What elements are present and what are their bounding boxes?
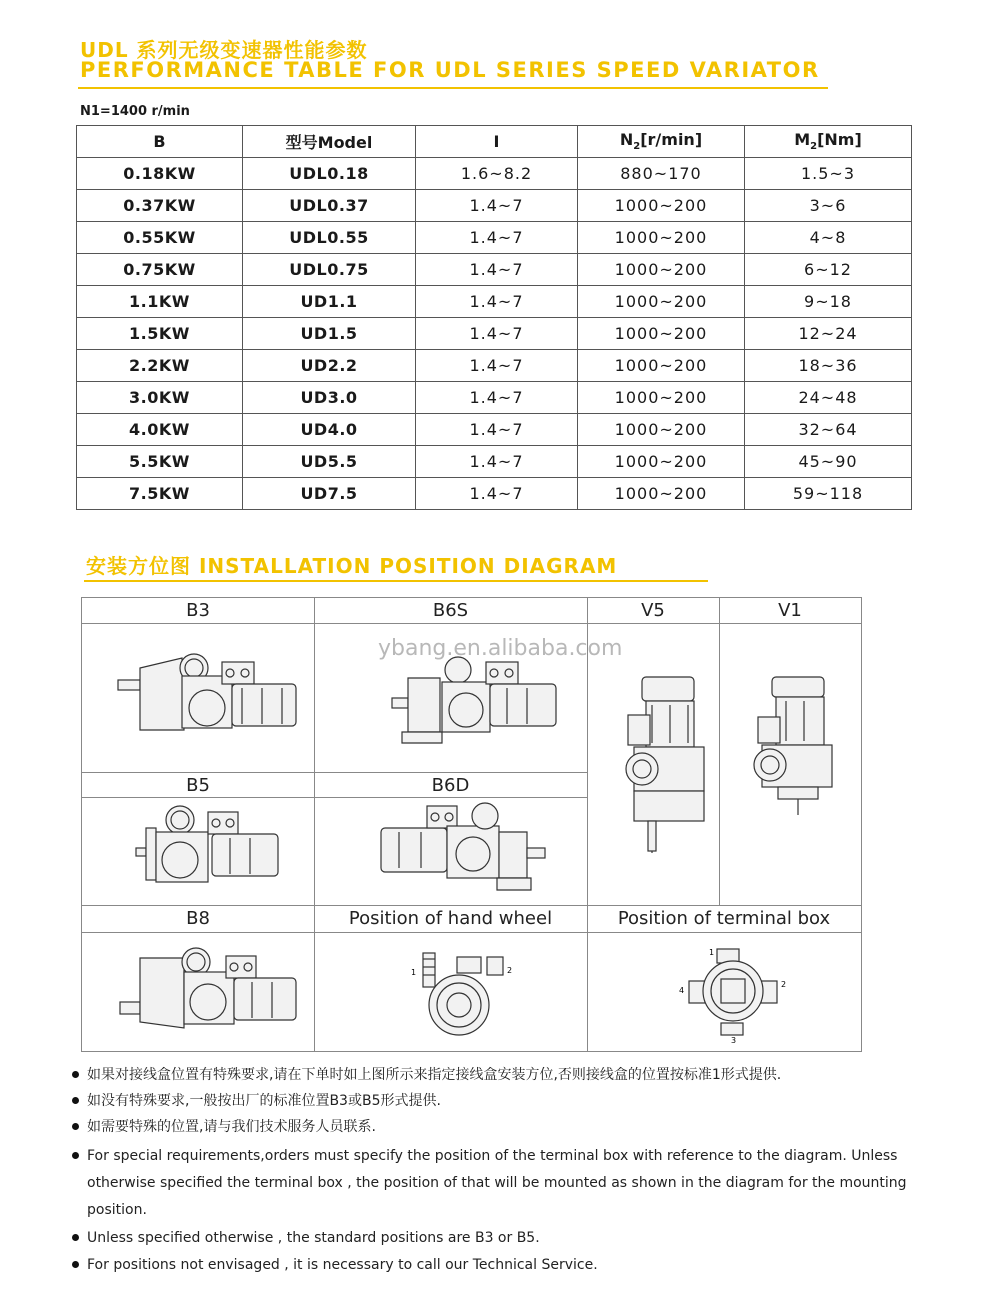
speed-cell: 1000~200 xyxy=(578,414,745,446)
terminal-num-1: 1 xyxy=(709,948,715,957)
table-row xyxy=(77,190,912,222)
label-b6s: B6S xyxy=(432,600,469,621)
model-cell: UD1.5 xyxy=(243,318,416,350)
speed-cell: 1000~200 xyxy=(578,254,745,286)
terminal-num-4: 4 xyxy=(679,986,685,995)
table-row xyxy=(77,318,912,350)
ratio-cell: 1.4~7 xyxy=(416,286,578,318)
model-cell: UD3.0 xyxy=(243,382,416,414)
table-row xyxy=(77,222,912,254)
model-cell: UD7.5 xyxy=(243,478,416,510)
label-b8: B8 xyxy=(186,908,210,929)
table-row xyxy=(77,350,912,382)
ratio-cell: 1.4~7 xyxy=(416,190,578,222)
torque-cell: 24~48 xyxy=(745,382,912,414)
speed-cell: 1000~200 xyxy=(578,190,745,222)
speed-cell: 1000~200 xyxy=(578,286,745,318)
label-b3: B3 xyxy=(186,600,210,621)
speed-cell: 1000~200 xyxy=(578,382,745,414)
hand-wheel-num-2: 2 xyxy=(507,966,513,975)
b6s-motor-drawing xyxy=(372,648,572,748)
bullet-icon xyxy=(72,1234,79,1241)
model-cell: UDL0.55 xyxy=(243,222,416,254)
speed-cell: 1000~200 xyxy=(578,222,745,254)
label-b5: B5 xyxy=(186,775,210,796)
label-hand-wheel: Position of hand wheel xyxy=(348,908,553,929)
hand-wheel-position-drawing xyxy=(407,943,517,1043)
power-cell: 1.1KW xyxy=(77,286,243,318)
bullet-icon xyxy=(72,1097,79,1104)
table-row xyxy=(77,158,912,190)
table-row xyxy=(77,382,912,414)
torque-cell: 9~18 xyxy=(745,286,912,318)
table-row xyxy=(77,286,912,318)
table-row xyxy=(77,254,912,286)
ratio-cell: 1.4~7 xyxy=(416,350,578,382)
power-cell: 2.2KW xyxy=(77,350,243,382)
ratio-cell: 1.4~7 xyxy=(416,254,578,286)
header-output-speed: $N_2[r/\min]$ xyxy=(578,126,745,158)
b3-motor-drawing xyxy=(112,638,302,748)
bullet-icon xyxy=(72,1152,79,1159)
v1-motor-drawing xyxy=(742,673,852,823)
ratio-cell: 1.4~7 xyxy=(416,478,578,510)
input-speed-label: N1=1400 r/min xyxy=(80,104,190,119)
power-cell: 3.0KW xyxy=(77,382,243,414)
power-cell: 0.75KW xyxy=(77,254,243,286)
bullet-icon xyxy=(72,1071,79,1078)
header-model: 型号Model xyxy=(243,126,416,158)
bullet-icon xyxy=(72,1261,79,1268)
power-cell: 0.55KW xyxy=(77,222,243,254)
note-en-3: For positions not envisaged , it is necessary to call our Technical Service. xyxy=(72,1252,922,1279)
ratio-cell: 1.4~7 xyxy=(416,446,578,478)
bullet-icon xyxy=(72,1123,79,1130)
torque-cell: 12~24 xyxy=(745,318,912,350)
torque-cell: 1.5~3 xyxy=(745,158,912,190)
ratio-cell: 1.4~7 xyxy=(416,222,578,254)
b5-motor-drawing xyxy=(132,798,312,898)
header-power: B xyxy=(77,126,243,158)
ratio-cell: 1.4~7 xyxy=(416,318,578,350)
power-cell: 4.0KW xyxy=(77,414,243,446)
label-v1: V1 xyxy=(778,600,802,621)
note-cn-1: 如果对接线盒位置有特殊要求,请在下单时如上图所示来指定接线盒安装方位,否则接线盒的位置按标准1形式提供. xyxy=(72,1062,922,1089)
model-cell: UDL0.75 xyxy=(243,254,416,286)
speed-cell: 880~170 xyxy=(578,158,745,190)
header-output-torque: $M_2[Nm]$ xyxy=(745,126,912,158)
power-cell: 0.18KW xyxy=(77,158,243,190)
speed-cell: 1000~200 xyxy=(578,478,745,510)
model-cell: UD5.5 xyxy=(243,446,416,478)
torque-cell: 4~8 xyxy=(745,222,912,254)
power-cell: 0.37KW xyxy=(77,190,243,222)
hand-wheel-num-1: 1 xyxy=(411,968,417,977)
ratio-cell: 1.4~7 xyxy=(416,382,578,414)
note-en-1: For special requirements,orders must specify the position of the terminal box with reference to the diagram. Unless otherwise specified the terminal box , the position of that will be mounted as shown in the diagram for the mounting position. xyxy=(72,1143,922,1224)
speed-cell: 1000~200 xyxy=(578,350,745,382)
torque-cell: 6~12 xyxy=(745,254,912,286)
table-row xyxy=(77,414,912,446)
header-ratio: I xyxy=(416,126,578,158)
terminal-num-3: 3 xyxy=(731,1036,737,1045)
note-cn-2: 如没有特殊要求,一般按出厂的标准位置B3或B5形式提供. xyxy=(72,1088,922,1115)
torque-cell: 18~36 xyxy=(745,350,912,382)
terminal-box-position-drawing xyxy=(677,943,797,1048)
note-cn-3: 如需要特殊的位置,请与我们技术服务人员联系. xyxy=(72,1114,922,1141)
b8-motor-drawing xyxy=(112,938,302,1043)
speed-cell: 1000~200 xyxy=(578,318,745,350)
b6d-motor-drawing xyxy=(377,798,577,898)
installation-divider xyxy=(84,580,708,582)
installation-section-title: 安装方位图 INSTALLATION POSITION DIAGRAM xyxy=(86,554,618,578)
torque-cell: 45~90 xyxy=(745,446,912,478)
model-cell: UD1.1 xyxy=(243,286,416,318)
torque-cell: 32~64 xyxy=(745,414,912,446)
table-row xyxy=(77,446,912,478)
label-v5: V5 xyxy=(641,600,665,621)
title-divider xyxy=(78,87,828,89)
title-chinese: UDL 系列无级变速器性能参数 xyxy=(80,38,368,62)
model-cell: UDL0.18 xyxy=(243,158,416,190)
performance-table xyxy=(76,125,912,510)
watermark: ybang.en.alibaba.com xyxy=(378,636,623,661)
terminal-num-2: 2 xyxy=(781,980,787,989)
speed-cell: 1000~200 xyxy=(578,446,745,478)
torque-cell: 59~118 xyxy=(745,478,912,510)
note-en-2: Unless specified otherwise , the standard positions are B3 or B5. xyxy=(72,1225,922,1252)
model-cell: UDL0.37 xyxy=(243,190,416,222)
v5-motor-drawing xyxy=(612,673,712,863)
power-cell: 1.5KW xyxy=(77,318,243,350)
model-cell: UD4.0 xyxy=(243,414,416,446)
model-cell: UD2.2 xyxy=(243,350,416,382)
table-header-row xyxy=(77,126,912,158)
ratio-cell: 1.6~8.2 xyxy=(416,158,578,190)
power-cell: 7.5KW xyxy=(77,478,243,510)
torque-cell: 3~6 xyxy=(745,190,912,222)
label-terminal-box: Position of terminal box xyxy=(617,908,831,929)
title-english: PERFORMANCE TABLE FOR UDL SERIES SPEED VARIATOR xyxy=(80,58,820,82)
power-cell: 5.5KW xyxy=(77,446,243,478)
table-row xyxy=(77,478,912,510)
label-b6d: B6D xyxy=(431,775,470,796)
installation-diagram-grid xyxy=(81,597,862,1052)
ratio-cell: 1.4~7 xyxy=(416,414,578,446)
